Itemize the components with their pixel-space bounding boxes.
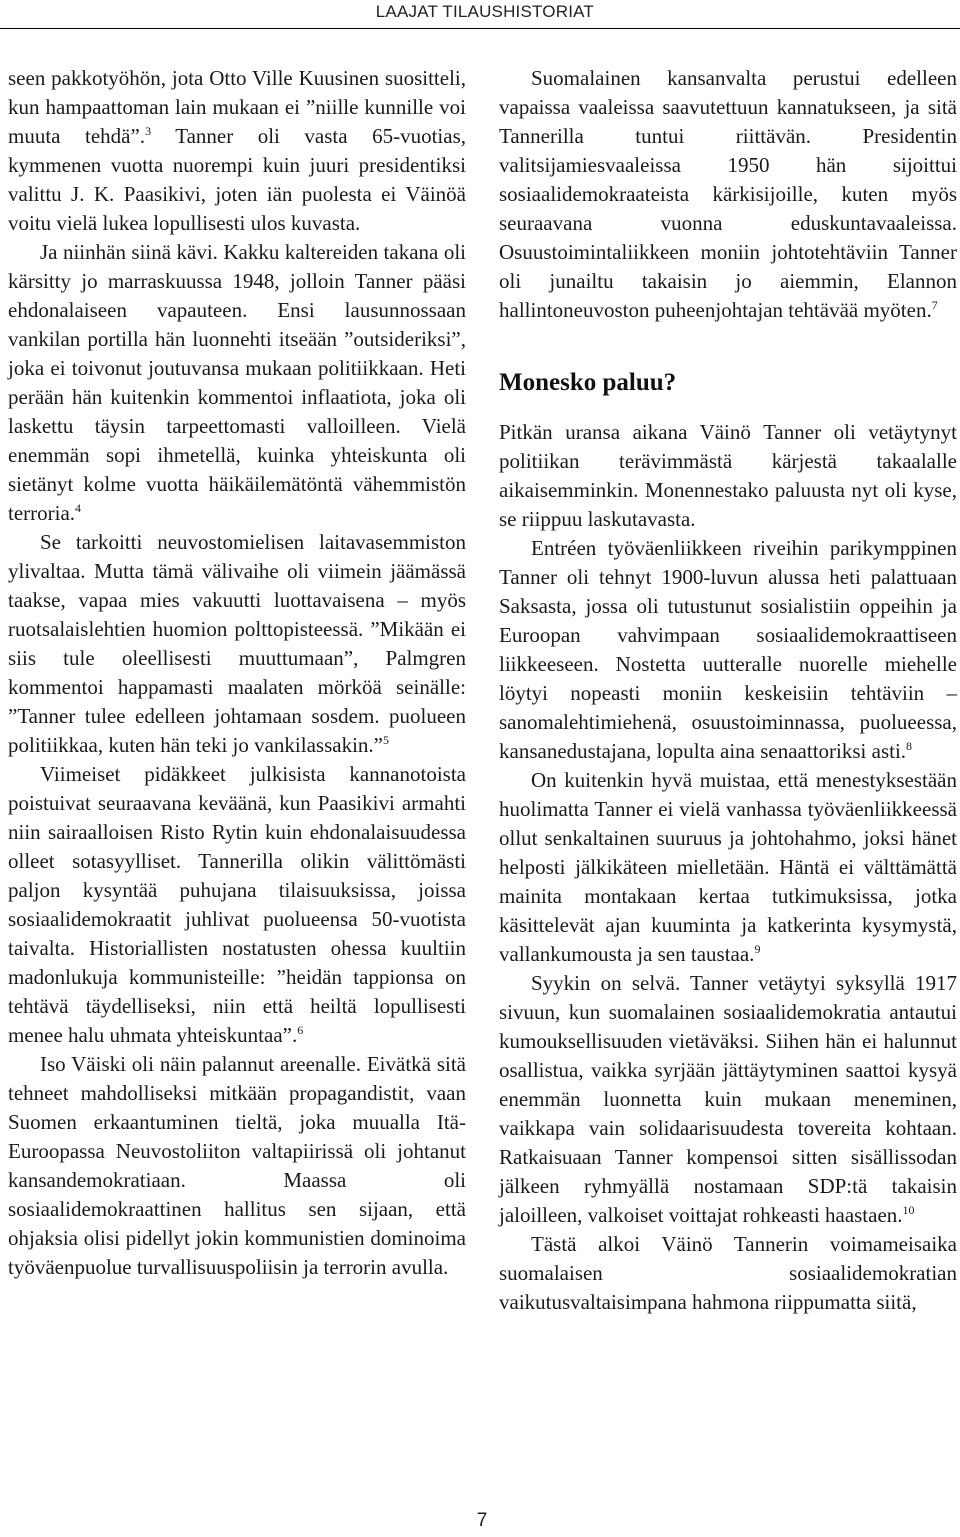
page-number [0,1510,960,1532]
paragraph [499,766,957,969]
paragraph [8,528,466,760]
paragraph [499,1230,957,1317]
footnote-ref: 5 [383,733,389,747]
paragraph [8,238,466,528]
footnote-ref: 7 [931,298,938,312]
footnote-ref: 8 [906,739,913,753]
paragraph-text: Tästä alkoi Väinö Tannerin voimameisaika suomalaisen sosiaalidemokratian vaikutusvaltaisimpana hahmona riippumatta siitä, [499,1232,957,1314]
paragraph [8,64,466,238]
paragraph [499,969,957,1230]
footnote-ref: 6 [297,1023,304,1037]
left-column [8,64,466,1282]
paragraph-text: On kuitenkin hyvä muistaa, että menestyksestään huolimatta Tanner ei vielä vanhassa työväenliikkeessä ollut senkaltainen suuruus ja johtohahmo, joksi hänet helposti jälkikäteen mielletään. Häntä ei välttämättä mainita montakaan kertaa tutkimuksissa, jotka käsittelevät ajan kuuminta ja katkerinta kysymystä, vallankumousta ja sen taustaa. [499,768,957,966]
footnote-ref: 10 [902,1203,915,1217]
footnote-ref: 9 [754,942,761,956]
paragraph [499,534,957,766]
paragraph-text: Suomalainen kansanvalta perustui edelleen vapaissa vaaleissa saavutettuun kannatukseen, ja sitä Tannerilla tuntui riittävän. Presidentin valitsijamiesvaaleissa 1950 hän sijoittui sosiaalidemokraateista kärkisijoille, kuten myös seuraavana vuonna eduskuntavaaleissa. Osuustoimintaliikkeen moniin johtotehtäviin Tanner oli junailtu takaisin jo aiemmin, Elannon hallintoneuvoston puheenjohtajan tehtävää myöten. [499,66,957,322]
paragraph [499,418,957,534]
paragraph-text: Entréen työväenliikkeen riveihin parikymppinen Tanner oli tehnyt 1900-luvun alussa heti palattuaan Saksasta, jossa oli tutustunut sosialistiin oppeihin ja Euroopan vahvimpaan sosiaalidemokraattiseen liikkeeseen. Nostetta uutteralle nuorelle miehelle löytyi nopeasti moniin keskeisiin tehtäviin – sanomalehtimiehenä, osuustoiminnassa, puolueessa, kansanedustajana, lopulta aina senaattoriksi asti. [499,536,957,763]
section-heading: Monesko paluu? [499,369,677,396]
header-rule [0,28,960,29]
paragraph-text: Ja niinhän siinä kävi. Kakku kaltereiden takana oli kärsitty jo marraskuussa 1948, jolloin Tanner pääsi ehdonalaiseen vapauteen. Ensi lausunnossaan vankilan portilla hän luonnehti itseään ”outsideriksi”, joka ei toivonut joutuvansa mukaan politiikkaan. Heti perään hän kuitenkin kommentoi inflaatiota, joka oli laskettu täysin tarpeettomasti valloilleen. Vielä enemmän sopi ihmetellä, kuinka yhteiskunta oli sietänyt kolme vuotta häikäilemätöntä vähemmistön terroria. [8,240,466,525]
paragraph-text: Syykin on selvä. Tanner vetäytyi syksyllä 1917 sivuun, kun suomalainen sosiaalidemokratia antautui kumouksellisuuden vietäväksi. Siihen hän ei halunnut osallistua, vaikka syrjään jättäytyminen saattoi kysyä enemmän luonnetta kuin mukaan meneminen, vaikkapa vain solidaarisuudesta tovereita kohtaan. Ratkaisuaan Tanner kompensoi sitten sisällissodan jälkeen ryhmyällä nostamaan SDP:tä takaisin jaloilleen, valkoiset voittajat rohkeasti haastaen. [499,971,957,1227]
paragraph-text: seen pakkotyöhön, jota Otto Ville Kuusinen suositteli, kun hampaattoman lain mukaan ei ”niille kunnille voi muuta tehdä”. [8,66,466,148]
paragraph-text: Viimeiset pidäkkeet julkisista kannanotoista poistuivat seuraavana keväänä, kun Paasikivi armahti niin sairaalloisen Risto Rytin kuin ehdonalaisuudessa olleet sotasyylliset. Tannerilla olikin välittömästi paljon kysyntää puhujana tilaisuuksissa, joissa sosiaalidemokraatit juhlivat puolueensa 50-vuotista taivalta. Historiallisten nostatusten ohessa kuultiin madonlukuja kommunisteille: ”heidän tappionsa on tehtävä täydelliseksi, niin että heiltä lopullisesti menee halu uhmata yhteiskuntaa”. [8,762,466,1047]
paragraph [8,760,466,1050]
right-column [499,64,957,1317]
paragraph [499,64,957,325]
page-number-text: 7 [476,1510,488,1531]
paragraph-text: Pitkän uransa aikana Väinö Tanner oli vetäytynyt politiikan terävimmästä kärjestä takaalalle aikaisemminkin. Monennestako paluusta nyt oli kyse, se riippuu laskutavasta. [499,420,957,531]
footnote-ref: 3 [145,124,152,138]
running-head: LAAJAT TILAUSHISTORIAT [375,2,594,21]
paragraph-text: Iso Väiski oli näin palannut areenalle. Eivätkä sitä tehneet mahdolliseksi mitkään propagandistit, vaan Suomen erkaantuminen tieltä, joka muualla Itä-Euroopassa Neuvostoliiton valtapiirissä oli johtanut kansandemokratiaan. Maassa oli sosiaalidemokraattinen hallitus sen sijaan, että ohjaksia olisi pidellyt jokin kommunistien dominoima työväenpuolue turvallisuuspoliisin ja terrorin avulla. [8,1052,466,1279]
footnote-ref: 4 [75,501,82,515]
paragraph-text: Tanner oli vasta 65-vuotias, kymmenen vuotta nuorempi kuin juuri presidentiksi valittu J. K. Paasikivi, joten iän puolesta ei Väinöä voitu vielä lukea lopullisesti ulos kuvasta. [8,124,466,235]
paragraph [8,1050,466,1282]
paragraph-text: Se tarkoitti neuvostomielisen laitavasemmiston ylivaltaa. Mutta tämä välivaihe oli viimein jäämässä taakse, vapaa mies vakuutti luottavaisena – myös ruotsalaislehtien huomion polttopisteessä. ”Mikään ei siis tule oleellisesti muuttumaan”, Palmgren kommentoi happamasti maalaten mörköä seinälle: ”Tanner tulee edelleen johtamaan sosdem. puolueen politiikkaa, kuten hän teki jo vankilassakin.” [8,530,466,757]
